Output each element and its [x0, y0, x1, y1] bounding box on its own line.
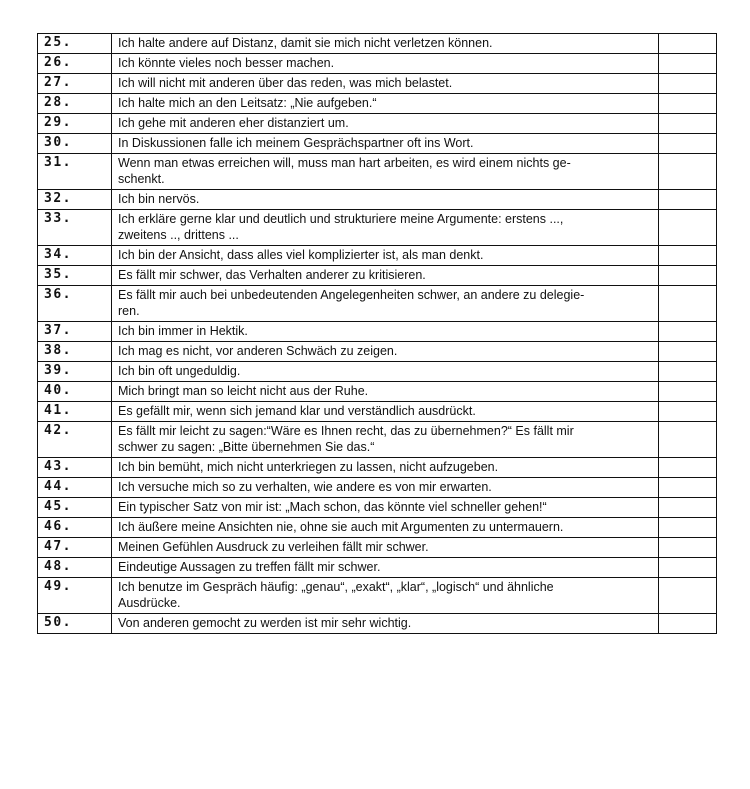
item-number: 44.	[38, 478, 112, 498]
table-row	[38, 54, 717, 74]
item-number: 36.	[38, 286, 112, 322]
item-number: 27.	[38, 74, 112, 94]
item-number: 31.	[38, 154, 112, 190]
answer-cell[interactable]	[659, 362, 717, 382]
item-statement: Ich bin bemüht, mich nicht unterkriegen zu lassen, nicht aufzugeben.	[112, 458, 659, 478]
item-number: 43.	[38, 458, 112, 478]
item-statement: Mich bringt man so leicht nicht aus der Ruhe.	[112, 382, 659, 402]
item-number: 26.	[38, 54, 112, 74]
item-number: 48.	[38, 558, 112, 578]
answer-cell[interactable]	[659, 134, 717, 154]
item-number: 37.	[38, 322, 112, 342]
table-row	[38, 134, 717, 154]
answer-cell[interactable]	[659, 382, 717, 402]
answer-cell[interactable]	[659, 422, 717, 458]
item-statement: Ich gehe mit anderen eher distanziert um.	[112, 114, 659, 134]
table-row	[38, 210, 717, 246]
table-row	[38, 518, 717, 538]
item-number: 33.	[38, 210, 112, 246]
item-statement: Ich äußere meine Ansichten nie, ohne sie auch mit Argumenten zu untermauern.	[112, 518, 659, 538]
table-row	[38, 362, 717, 382]
answer-cell[interactable]	[659, 210, 717, 246]
item-statement: Ich versuche mich so zu verhalten, wie andere es von mir erwarten.	[112, 478, 659, 498]
item-statement: Es fällt mir schwer, das Verhalten anderer zu kritisieren.	[112, 266, 659, 286]
statement-line: ren.	[118, 304, 140, 318]
table-row	[38, 246, 717, 266]
table-row	[38, 558, 717, 578]
item-statement: Es gefällt mir, wenn sich jemand klar und verständlich ausdrückt.	[112, 402, 659, 422]
table-row	[38, 538, 717, 558]
answer-cell[interactable]	[659, 190, 717, 210]
item-statement: Ein typischer Satz von mir ist: „Mach schon, das könnte viel schneller gehen!“	[112, 498, 659, 518]
answer-cell[interactable]	[659, 286, 717, 322]
statement-line: Ich erkläre gerne klar und deutlich und strukturiere meine Argumente: erstens ...,	[118, 212, 564, 226]
statement-line: Wenn man etwas erreichen will, muss man hart arbeiten, es wird einem nichts ge-	[118, 156, 571, 170]
table-row	[38, 342, 717, 362]
item-statement: Von anderen gemocht zu werden ist mir sehr wichtig.	[112, 614, 659, 634]
answer-cell[interactable]	[659, 558, 717, 578]
answer-cell[interactable]	[659, 246, 717, 266]
statement-table	[37, 33, 717, 634]
item-number: 25.	[38, 34, 112, 54]
answer-cell[interactable]	[659, 458, 717, 478]
item-statement	[112, 154, 659, 190]
item-number: 32.	[38, 190, 112, 210]
answer-cell[interactable]	[659, 322, 717, 342]
item-statement: In Diskussionen falle ich meinem Gesprächspartner oft ins Wort.	[112, 134, 659, 154]
item-statement	[112, 286, 659, 322]
table-row	[38, 614, 717, 634]
item-number: 45.	[38, 498, 112, 518]
statement-line: Ich benutze im Gespräch häufig: „genau“, „exakt“, „klar“, „logisch“ und ähnliche	[118, 580, 554, 594]
item-number: 30.	[38, 134, 112, 154]
item-statement: Ich will nicht mit anderen über das reden, was mich belastet.	[112, 74, 659, 94]
item-statement: Ich halte mich an den Leitsatz: „Nie aufgeben.“	[112, 94, 659, 114]
table-row	[38, 498, 717, 518]
statement-line: Es fällt mir auch bei unbedeutenden Angelegenheiten schwer, an andere zu delegie-	[118, 288, 585, 302]
table-row	[38, 154, 717, 190]
answer-cell[interactable]	[659, 266, 717, 286]
item-number: 40.	[38, 382, 112, 402]
item-statement	[112, 578, 659, 614]
item-number: 46.	[38, 518, 112, 538]
statement-line: zweitens .., drittens ...	[118, 228, 239, 242]
item-number: 38.	[38, 342, 112, 362]
item-statement: Ich bin nervös.	[112, 190, 659, 210]
item-number: 41.	[38, 402, 112, 422]
answer-cell[interactable]	[659, 154, 717, 190]
item-number: 47.	[38, 538, 112, 558]
item-statement	[112, 422, 659, 458]
item-statement	[112, 210, 659, 246]
answer-cell[interactable]	[659, 578, 717, 614]
answer-cell[interactable]	[659, 402, 717, 422]
answer-cell[interactable]	[659, 614, 717, 634]
item-number: 50.	[38, 614, 112, 634]
table-row	[38, 190, 717, 210]
item-number: 39.	[38, 362, 112, 382]
answer-cell[interactable]	[659, 538, 717, 558]
item-statement: Eindeutige Aussagen zu treffen fällt mir schwer.	[112, 558, 659, 578]
table-row	[38, 478, 717, 498]
statement-line: schwer zu sagen: „Bitte übernehmen Sie das.“	[118, 440, 375, 454]
table-row	[38, 422, 717, 458]
table-row	[38, 382, 717, 402]
item-number: 28.	[38, 94, 112, 114]
item-statement: Ich bin immer in Hektik.	[112, 322, 659, 342]
answer-cell[interactable]	[659, 518, 717, 538]
item-number: 29.	[38, 114, 112, 134]
answer-cell[interactable]	[659, 94, 717, 114]
answer-cell[interactable]	[659, 114, 717, 134]
table-row	[38, 74, 717, 94]
answer-cell[interactable]	[659, 74, 717, 94]
answer-cell[interactable]	[659, 34, 717, 54]
table-row	[38, 34, 717, 54]
statement-line: Es fällt mir leicht zu sagen:“Wäre es Ihnen recht, das zu übernehmen?“ Es fällt mir	[118, 424, 574, 438]
item-statement: Ich halte andere auf Distanz, damit sie mich nicht verletzen können.	[112, 34, 659, 54]
item-number: 49.	[38, 578, 112, 614]
table-row	[38, 114, 717, 134]
table-row	[38, 402, 717, 422]
statement-line: schenkt.	[118, 172, 165, 186]
answer-cell[interactable]	[659, 498, 717, 518]
item-number: 34.	[38, 246, 112, 266]
item-statement: Ich könnte vieles noch besser machen.	[112, 54, 659, 74]
table-row	[38, 322, 717, 342]
item-number: 35.	[38, 266, 112, 286]
table-row	[38, 266, 717, 286]
answer-cell[interactable]	[659, 54, 717, 74]
answer-cell[interactable]	[659, 342, 717, 362]
table-row	[38, 458, 717, 478]
item-statement: Ich bin der Ansicht, dass alles viel komplizierter ist, als man denkt.	[112, 246, 659, 266]
answer-cell[interactable]	[659, 478, 717, 498]
item-statement: Ich mag es nicht, vor anderen Schwäch zu zeigen.	[112, 342, 659, 362]
table-row	[38, 286, 717, 322]
item-statement: Ich bin oft ungeduldig.	[112, 362, 659, 382]
table-row	[38, 578, 717, 614]
statement-line: Ausdrücke.	[118, 596, 181, 610]
item-statement: Meinen Gefühlen Ausdruck zu verleihen fällt mir schwer.	[112, 538, 659, 558]
item-number: 42.	[38, 422, 112, 458]
table-row	[38, 94, 717, 114]
